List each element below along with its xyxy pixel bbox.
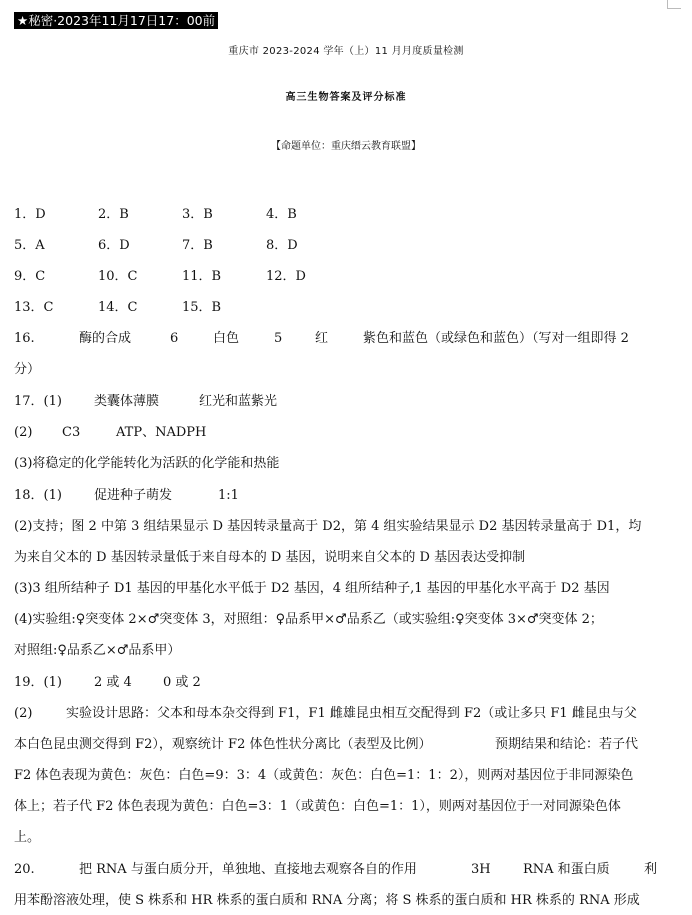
page-corner-mark (667, 8, 681, 9)
question-number: 18．(1) (14, 488, 62, 503)
confidential-banner: ★秘密·2023年11月17日17：00前 (14, 12, 218, 29)
page-corner-mark (667, 0, 668, 8)
answer-item: 把 RNA 与蛋白质分开，单独地、直接地去观察各自的作用 (79, 862, 417, 877)
answer-text: 实验设计思路：父本和母本杂交得到 F1，F1 雌雄昆虫相互交配得到 F2（或让多只 F1 雌昆虫与父 (66, 706, 637, 721)
choice-row (14, 206, 679, 224)
answer-item: 6 (170, 331, 179, 346)
choice-answer: 11．B (182, 269, 222, 284)
answer-18-line: (2)支持；图 2 中第 3 组结果显示 D 基因转录量高于 D2，第 4 组实验结果显示 D2 基因转录量高于 D1，均 (14, 519, 642, 534)
choice-row (14, 268, 679, 286)
question-number: 17．(1) (14, 394, 62, 409)
choice-answer: 8．D (266, 238, 298, 253)
choice-answer: 1．D (14, 207, 46, 222)
document-title: 高三生物答案及评分标准 (285, 92, 407, 103)
choice-answer: 14．C (98, 300, 138, 315)
answer-item: 促进种子萌发 (94, 488, 173, 503)
answer-item: 白色 (213, 331, 240, 346)
exam-title: 重庆市 2023-2024 学年（上）11 月月度质量检测 (228, 46, 464, 57)
answer-item: 酶的合成 (79, 331, 132, 346)
answer-20-line: 用苯酚溶液处理，使 S 株系和 HR 株系的蛋白质和 RNA 分离；将 S 株系的蛋白质和 HR 株系的 RNA 形成 (14, 893, 640, 908)
choice-answer: 15．B (182, 300, 222, 315)
answer-17-line (14, 424, 679, 442)
answer-item: C3 (62, 425, 81, 440)
answer-item: 1:1 (218, 488, 239, 503)
choice-answer: 5．A (14, 238, 45, 253)
answer-item: 类囊体薄膜 (94, 394, 160, 409)
choice-answer: 2．B (98, 207, 129, 222)
question-number: 19．(1) (14, 675, 62, 690)
answer-item: 3H (471, 862, 491, 877)
question-number: (2) (14, 706, 33, 721)
answer-item: 红 (315, 331, 329, 346)
choice-answer: 10．C (98, 269, 138, 284)
answer-18-line: (3)3 组所结种子 D1 基因的甲基化水平低于 D2 基因，4 组所结种子,1 基因的甲基化水平高于 D2 基因 (14, 581, 610, 596)
answer-item: 红光和蓝紫光 (199, 394, 278, 409)
answer-text: 预期结果和结论：若子代 (495, 737, 639, 752)
choice-row (14, 237, 679, 255)
answer-19-line (14, 736, 679, 754)
question-number: 16. (14, 331, 35, 346)
answer-18-line: 对照组:♀品系乙×♂品系甲） (14, 643, 181, 658)
answer-19-line (14, 705, 679, 723)
answer-19-line: F2 体色表现为黄色：灰色：白色=9：3：4（或黄色：灰色：白色=1：1：2），则两对基因位于非同源染色 (14, 768, 634, 783)
answer-16-line (14, 330, 679, 348)
choice-answer: 9．C (14, 269, 46, 284)
choice-answer: 3．B (182, 207, 213, 222)
answer-item: 5 (274, 331, 283, 346)
author-unit: 【命题单位：重庆缙云教育联盟】 (271, 141, 421, 152)
answer-19-line: 体上；若子代 F2 体色表现为黄色：白色=3：1（或黄色：白色=1：1），则两对基因位于一对同源染色体 (14, 799, 621, 814)
question-number: (2) (14, 425, 33, 440)
answer-19-line: 上。 (14, 830, 41, 845)
answer-item: 紫色和蓝色（或绿色和蓝色）（写对一组即得 2 (363, 331, 629, 346)
choice-answer: 6．D (98, 238, 130, 253)
choice-answer: 4．B (266, 207, 297, 222)
answer-item: RNA 和蛋白质 (523, 862, 610, 877)
answer-text: 本白色昆虫测交得到 F2），观察统计 F2 体色性状分离比（表型及比例） (14, 737, 432, 752)
answer-17-line (14, 393, 679, 411)
answer-18-line: 为来自父本的 D 基因转录量低于来自母本的 D 基因，说明来自父本的 D 基因表达受抑制 (14, 550, 526, 565)
choice-answer: 12．D (266, 269, 306, 284)
answer-item: 0 或 2 (163, 675, 201, 690)
answer-item: 2 或 4 (94, 675, 132, 690)
choice-answer: 13．C (14, 300, 54, 315)
answer-19-line (14, 674, 679, 692)
answer-17-line: (3)将稳定的化学能转化为活跃的化学能和热能 (14, 456, 280, 471)
answer-18-line: (4)实验组:♀突变体 2×♂突变体 3，对照组：♀品系甲×♂品系乙（或实验组:♀突变体 3×♂突变体 2； (14, 612, 603, 627)
choice-row (14, 299, 679, 317)
answer-20-line (14, 861, 679, 879)
question-number: 20. (14, 862, 35, 877)
answer-item: ATP、NADPH (116, 425, 207, 440)
answer-16-line: 分） (14, 362, 41, 377)
answer-18-line (14, 487, 679, 505)
answer-item: 利 (644, 862, 658, 877)
choice-answer: 7．B (182, 238, 213, 253)
